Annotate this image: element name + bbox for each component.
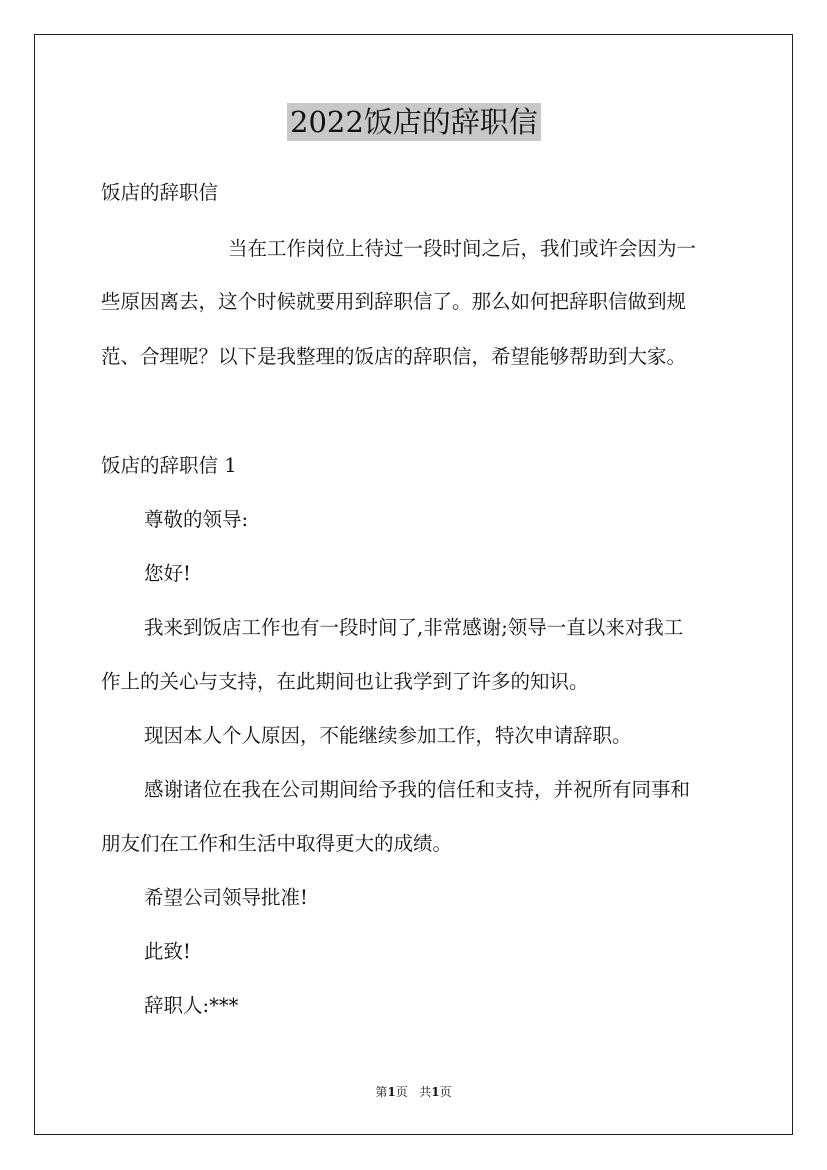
footer-total-prefix: 共 — [419, 1085, 432, 1099]
body-line-5: 朋友们在工作和生活中取得更大的成绩。 — [101, 832, 453, 855]
request-line: 希望公司领导批准! — [144, 886, 308, 909]
footer-total-unit: 页 — [439, 1085, 452, 1099]
closing-line: 此致! — [144, 940, 191, 963]
footer-total-number: 1 — [431, 1085, 440, 1099]
letter-heading: 饭店的辞职信 1 — [101, 454, 237, 477]
body-line-1: 我来到饭店工作也有一段时间了,非常感谢;领导一直以来对我工 — [144, 616, 684, 639]
greeting: 您好! — [144, 562, 191, 585]
footer-page-number: 1 — [387, 1085, 396, 1099]
footer-page-unit: 页 — [395, 1085, 408, 1099]
document-title: 2022饭店的辞职信 — [287, 103, 541, 141]
section-heading: 饭店的辞职信 — [101, 181, 219, 204]
body-line-3: 现因本人个人原因，不能继续参加工作，特次申请辞职。 — [144, 724, 632, 747]
body-line-4: 感谢诸位在我在公司期间给予我的信任和支持，并祝所有同事和 — [144, 778, 691, 801]
page-footer — [0, 1084, 827, 1100]
intro-line-2: 些原因离去，这个时候就要用到辞职信了。那么如何把辞职信做到规 — [101, 290, 687, 313]
intro-line-3: 范、合理呢？以下是我整理的饭店的辞职信，希望能够帮助到大家。 — [101, 345, 687, 368]
footer-prefix: 第 — [375, 1085, 388, 1099]
salutation: 尊敬的领导: — [144, 508, 249, 531]
intro-line-1: 当在工作岗位上待过一段时间之后，我们或许会因为一 — [228, 237, 697, 260]
body-line-2: 作上的关心与支持，在此期间也让我学到了许多的知识。 — [101, 670, 589, 693]
signature-line: 辞职人:*** — [144, 994, 239, 1017]
